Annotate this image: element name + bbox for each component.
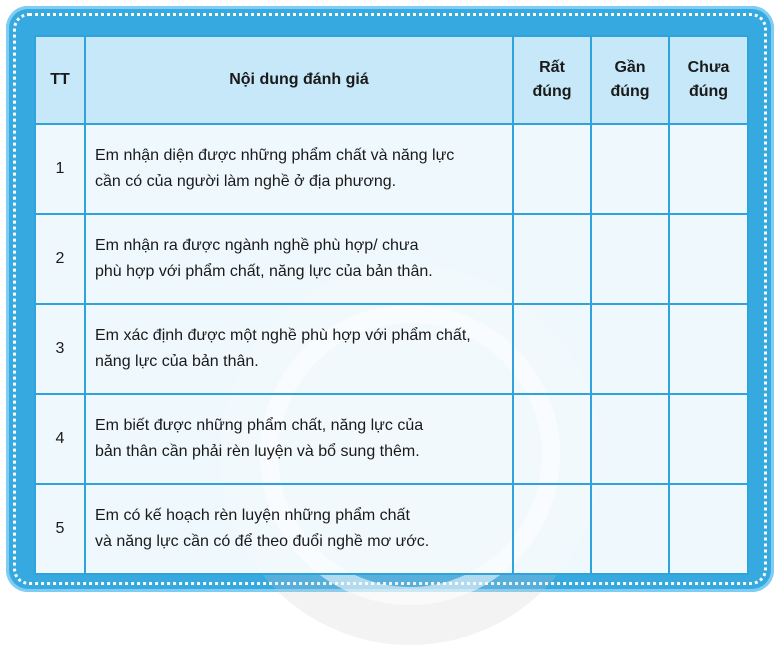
cell-very-correct[interactable] [513,304,591,394]
row-number: 3 [35,304,85,394]
row-content-line: năng lực của bản thân. [95,353,259,370]
cell-very-correct[interactable] [513,394,591,484]
row-content-line: cần có của người làm nghề ở địa phương. [95,173,397,190]
row-number: 2 [35,214,85,304]
header-not-correct [669,36,748,124]
row-content [85,304,513,394]
header-row [35,36,748,124]
table-row [35,124,748,214]
cell-almost-correct[interactable] [591,214,669,304]
header-content: Nội dung đánh giá [85,36,513,124]
cell-not-correct[interactable] [669,484,748,574]
header-not-correct-line2: đúng [688,83,729,100]
row-content [85,214,513,304]
cell-very-correct[interactable] [513,214,591,304]
cell-almost-correct[interactable] [591,124,669,214]
header-almost-correct-line2: đúng [610,83,650,100]
self-assessment-table [34,35,749,575]
row-number: 1 [35,124,85,214]
row-content-line: Em xác định được một nghề phù hợp với phẩm chất, [95,327,471,345]
table-row [35,304,748,394]
header-almost-correct-line1: Gần [614,59,646,76]
row-number: 5 [35,484,85,574]
table-row [35,484,748,574]
cell-almost-correct[interactable] [591,394,669,484]
header-very-correct-line2: đúng [532,83,572,100]
cell-not-correct[interactable] [669,304,748,394]
table-row [35,214,748,304]
table-row [35,394,748,484]
row-content-line: Em có kế hoạch rèn luyện những phẩm chất [95,507,410,525]
cell-almost-correct[interactable] [591,304,669,394]
row-content-line: bản thân cần phải rèn luyện và bổ sung thêm. [95,443,420,460]
cell-almost-correct[interactable] [591,484,669,574]
cell-not-correct[interactable] [669,394,748,484]
row-content [85,484,513,574]
row-content-line: và năng lực cần có để theo đuổi nghề mơ ước. [95,533,430,550]
cell-very-correct[interactable] [513,484,591,574]
row-number: 4 [35,394,85,484]
row-content [85,394,513,484]
cell-not-correct[interactable] [669,124,748,214]
header-very-correct-line1: Rất [539,59,565,76]
row-content-line: Em nhận diện được những phẩm chất và năng lực [95,147,455,165]
cell-not-correct[interactable] [669,214,748,304]
row-content-line: phù hợp với phẩm chất, năng lực của bản thân. [95,263,433,280]
header-almost-correct [591,36,669,124]
row-content-line: Em biết được những phẩm chất, năng lực của [95,417,424,435]
cell-very-correct[interactable] [513,124,591,214]
header-very-correct [513,36,591,124]
header-tt: TT [35,36,85,124]
row-content-line: Em nhận ra được ngành nghề phù hợp/ chưa [95,237,419,255]
row-content [85,124,513,214]
header-not-correct-line1: Chưa [687,59,730,76]
